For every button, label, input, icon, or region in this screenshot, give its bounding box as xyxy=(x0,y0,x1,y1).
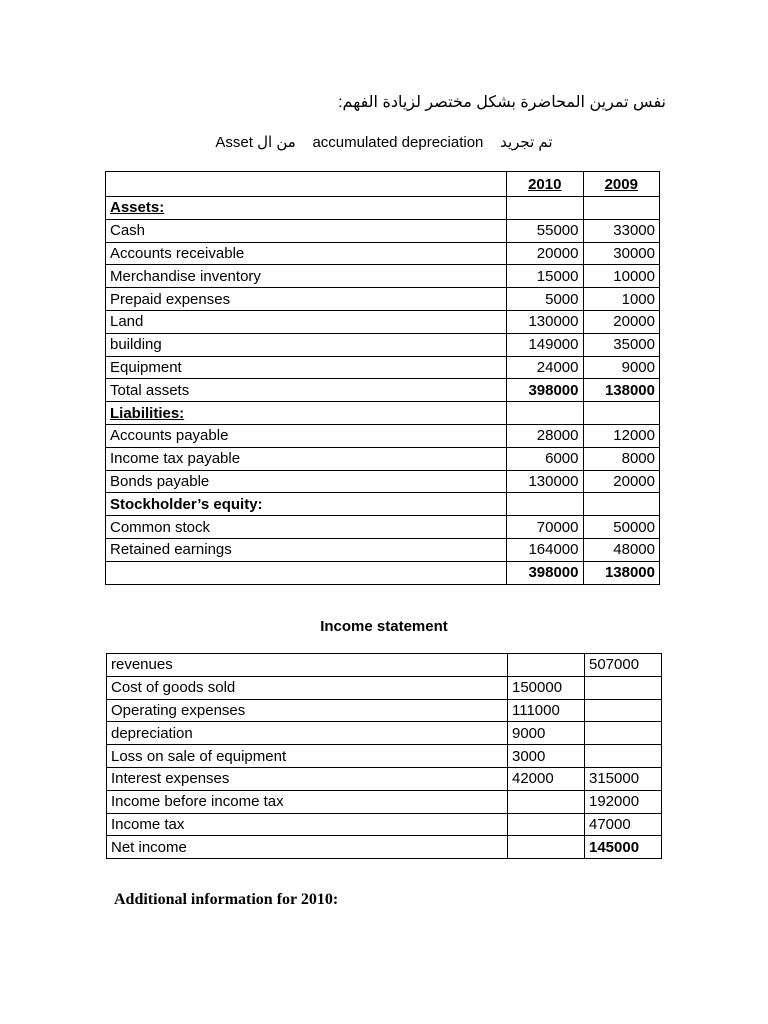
balance-label: Retained earnings xyxy=(106,538,507,561)
balance-label xyxy=(106,561,507,584)
income-row xyxy=(107,654,662,677)
income-total-amount: 145000 xyxy=(585,836,662,859)
income-detail-amount xyxy=(508,836,585,859)
income-total-amount xyxy=(585,676,662,699)
balance-label: Merchandise inventory xyxy=(106,265,507,288)
removed-arabic: تم تجريد xyxy=(500,134,553,151)
balance-label: Income tax payable xyxy=(106,447,507,470)
income-detail-amount: 111000 xyxy=(508,699,585,722)
balance-row xyxy=(106,219,660,242)
income-total-amount: 507000 xyxy=(585,654,662,677)
balance-label: Land xyxy=(106,310,507,333)
value-2009: 50000 xyxy=(583,516,660,539)
balance-label: Cash xyxy=(106,219,507,242)
value-2009: 138000 xyxy=(583,379,660,402)
value-2010: 164000 xyxy=(507,538,584,561)
value-2010: 6000 xyxy=(507,447,584,470)
income-total-amount: 47000 xyxy=(585,813,662,836)
income-detail-amount: 42000 xyxy=(508,767,585,790)
income-row xyxy=(107,767,662,790)
balance-sheet-table xyxy=(105,171,660,585)
from-the-arabic: من ال xyxy=(257,134,296,151)
arabic-intro-line: نفس تمرين المحاضرة بشكل مختصر لزيادة الفهم: xyxy=(338,94,666,111)
value-2010: 5000 xyxy=(507,288,584,311)
header-blank-cell xyxy=(106,172,507,197)
value-2010: 398000 xyxy=(507,379,584,402)
value-2010: 70000 xyxy=(507,516,584,539)
income-label: Loss on sale of equipment xyxy=(107,745,508,768)
value-2010: 55000 xyxy=(507,219,584,242)
income-total-amount xyxy=(585,745,662,768)
value-2009: 20000 xyxy=(583,470,660,493)
year-2009-header: 2009 xyxy=(583,172,660,197)
value-2009: 12000 xyxy=(583,424,660,447)
value-2009: 33000 xyxy=(583,219,660,242)
value-2009: 10000 xyxy=(583,265,660,288)
balance-row xyxy=(106,402,660,425)
income-label: Cost of goods sold xyxy=(107,676,508,699)
value-2010: 28000 xyxy=(507,424,584,447)
balance-row xyxy=(106,288,660,311)
value-2009: 1000 xyxy=(583,288,660,311)
depreciation-note xyxy=(0,133,768,151)
income-label: Net income xyxy=(107,836,508,859)
value-2009 xyxy=(583,197,660,220)
value-2009: 9000 xyxy=(583,356,660,379)
balance-label: Common stock xyxy=(106,516,507,539)
income-total-amount: 315000 xyxy=(585,767,662,790)
value-2010: 20000 xyxy=(507,242,584,265)
balance-label: Accounts receivable xyxy=(106,242,507,265)
balance-label: Equipment xyxy=(106,356,507,379)
income-label: Interest expenses xyxy=(107,767,508,790)
value-2009: 30000 xyxy=(583,242,660,265)
value-2009 xyxy=(583,402,660,425)
income-detail-amount: 150000 xyxy=(508,676,585,699)
value-2010: 398000 xyxy=(507,561,584,584)
income-row xyxy=(107,722,662,745)
value-2010: 149000 xyxy=(507,333,584,356)
balance-label: Liabilities: xyxy=(106,402,507,425)
balance-row xyxy=(106,379,660,402)
value-2009: 20000 xyxy=(583,310,660,333)
income-row xyxy=(107,699,662,722)
balance-row xyxy=(106,265,660,288)
balance-row xyxy=(106,516,660,539)
income-row xyxy=(107,745,662,768)
balance-row xyxy=(106,538,660,561)
balance-row xyxy=(106,333,660,356)
income-label: depreciation xyxy=(107,722,508,745)
balance-row xyxy=(106,470,660,493)
balance-row xyxy=(106,310,660,333)
income-detail-amount xyxy=(508,654,585,677)
income-total-amount xyxy=(585,722,662,745)
accumulated-depreciation-text: accumulated depreciation xyxy=(312,134,484,151)
income-detail-amount: 3000 xyxy=(508,745,585,768)
income-label: Income tax xyxy=(107,813,508,836)
balance-label: Accounts payable xyxy=(106,424,507,447)
balance-row xyxy=(106,447,660,470)
income-label: revenues xyxy=(107,654,508,677)
value-2009: 35000 xyxy=(583,333,660,356)
value-2009 xyxy=(583,493,660,516)
value-2010: 15000 xyxy=(507,265,584,288)
balance-label: Bonds payable xyxy=(106,470,507,493)
income-detail-amount: 9000 xyxy=(508,722,585,745)
balance-label: Stockholder’s equity: xyxy=(106,493,507,516)
balance-label: building xyxy=(106,333,507,356)
income-row xyxy=(107,790,662,813)
value-2010 xyxy=(507,402,584,425)
income-total-amount: 192000 xyxy=(585,790,662,813)
value-2009: 48000 xyxy=(583,538,660,561)
balance-row xyxy=(106,242,660,265)
balance-label: Assets: xyxy=(106,197,507,220)
balance-row xyxy=(106,493,660,516)
income-row xyxy=(107,836,662,859)
balance-label: Total assets xyxy=(106,379,507,402)
income-label: Operating expenses xyxy=(107,699,508,722)
income-detail-amount xyxy=(508,813,585,836)
value-2010 xyxy=(507,197,584,220)
value-2010: 130000 xyxy=(507,470,584,493)
value-2010 xyxy=(507,493,584,516)
balance-row xyxy=(106,561,660,584)
income-row xyxy=(107,813,662,836)
balance-label: Prepaid expenses xyxy=(106,288,507,311)
balance-row xyxy=(106,197,660,220)
value-2009: 138000 xyxy=(583,561,660,584)
income-detail-amount xyxy=(508,790,585,813)
income-statement-table xyxy=(106,653,662,859)
balance-row xyxy=(106,356,660,379)
income-statement-title: Income statement xyxy=(320,618,448,635)
income-row xyxy=(107,676,662,699)
year-2010-header: 2010 xyxy=(507,172,584,197)
additional-information-heading: Additional information for 2010: xyxy=(114,891,339,908)
asset-word: Asset xyxy=(215,134,253,151)
balance-row xyxy=(106,424,660,447)
value-2010: 130000 xyxy=(507,310,584,333)
balance-header-row xyxy=(106,172,660,197)
value-2010: 24000 xyxy=(507,356,584,379)
income-label: Income before income tax xyxy=(107,790,508,813)
income-total-amount xyxy=(585,699,662,722)
value-2009: 8000 xyxy=(583,447,660,470)
